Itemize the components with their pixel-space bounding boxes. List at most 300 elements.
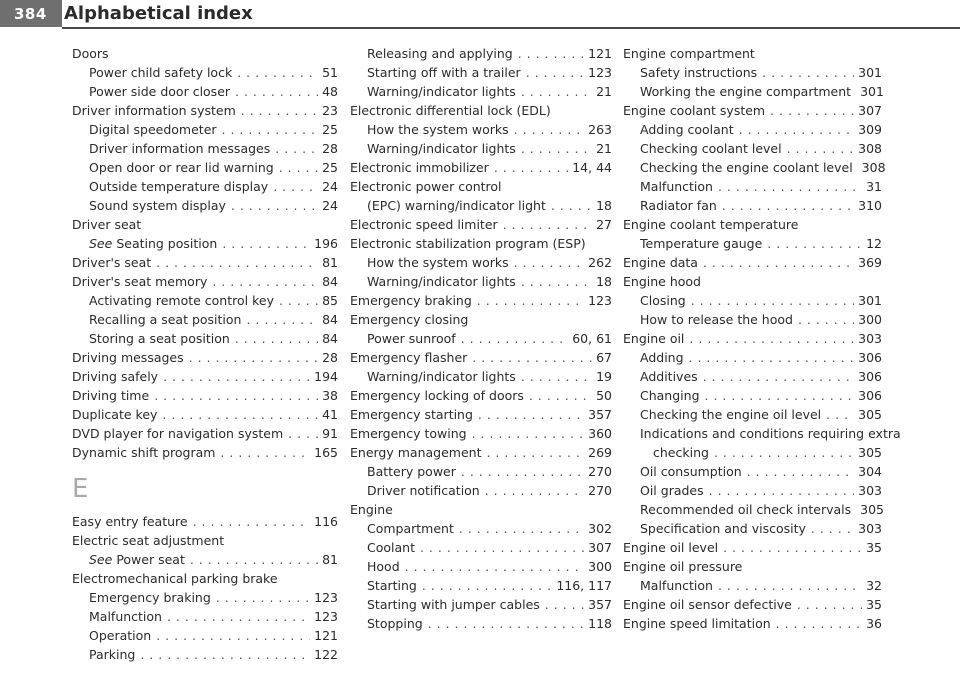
dot-leader — [705, 386, 855, 405]
entry-text: Checking the engine coolant level — [640, 160, 853, 175]
index-subentry — [72, 310, 338, 329]
entry-label — [89, 120, 217, 139]
page-reference: 84 — [322, 274, 338, 289]
dot-leader — [514, 120, 584, 139]
dot-leader — [246, 310, 318, 329]
entry-label — [350, 443, 481, 462]
entry-text: (EPC) warning/indicator light — [367, 198, 546, 213]
entry-text: Engine — [350, 502, 393, 517]
entry-text: Malfunction — [89, 609, 162, 624]
entry-label — [350, 348, 467, 367]
page-reference: 302 — [588, 521, 612, 536]
page-reference: 28 — [322, 141, 338, 156]
index-entry — [623, 44, 882, 63]
page-reference: 21 — [596, 84, 612, 99]
dot-leader — [767, 234, 862, 253]
entry-text: Power child safety lock — [89, 65, 233, 80]
dot-leader — [723, 538, 862, 557]
page-reference: 304 — [858, 464, 882, 479]
entry-text: Recalling a seat position — [89, 312, 242, 327]
see-reference: See — [89, 552, 113, 567]
page-reference: 12 — [866, 236, 882, 251]
index-entry — [350, 234, 612, 253]
page-reference: 85 — [322, 293, 338, 308]
dot-leader — [154, 386, 318, 405]
index-subentry — [623, 158, 886, 177]
index-entry — [72, 424, 338, 443]
page-reference: 21 — [596, 141, 612, 156]
index-subentry — [350, 82, 612, 101]
entry-label — [89, 588, 211, 607]
page-reference: 35 — [866, 540, 882, 555]
entry-label — [350, 500, 393, 519]
entry-text: Emergency towing — [350, 426, 467, 441]
page-reference: 27 — [596, 217, 612, 232]
index-subentry — [623, 291, 882, 310]
index-subentry — [623, 139, 882, 158]
entry-text: Safety instructions — [640, 65, 758, 80]
index-subentry — [72, 588, 338, 607]
entry-label — [623, 329, 684, 348]
entry-text: Temperature gauge — [640, 236, 763, 251]
entry-label — [367, 63, 521, 82]
entry-text: Doors — [72, 46, 109, 61]
dot-leader — [193, 512, 311, 531]
entry-label — [72, 405, 157, 424]
page-reference: 123 — [314, 609, 338, 624]
index-subentry — [72, 82, 338, 101]
entry-text: Electric seat adjustment — [72, 533, 225, 548]
entry-text: Driving safely — [72, 369, 159, 384]
dot-leader — [231, 196, 318, 215]
index-subentry — [350, 614, 612, 633]
entry-label — [623, 272, 701, 291]
dot-leader — [405, 557, 585, 576]
entry-label — [640, 291, 686, 310]
dot-leader — [691, 291, 854, 310]
index-subentry — [350, 576, 612, 595]
dot-leader — [551, 196, 592, 215]
page-reference: 301 — [858, 293, 882, 308]
entry-text: Indications and conditions requiring extra — [640, 426, 901, 441]
page-reference: 36 — [866, 616, 882, 631]
entry-text: Electronic immobilizer — [350, 160, 489, 175]
dot-leader — [459, 519, 584, 538]
dot-leader — [718, 177, 862, 196]
dot-leader — [826, 405, 854, 424]
page-reference: 303 — [858, 331, 882, 346]
dot-leader — [485, 481, 584, 500]
page-reference: 81 — [322, 552, 338, 567]
entry-label — [350, 215, 498, 234]
entry-label — [623, 101, 765, 120]
header-rule — [62, 27, 960, 29]
entry-text: Starting off with a trailer — [367, 65, 521, 80]
page-reference: 123 — [588, 65, 612, 80]
entry-text: Electronic power control — [350, 179, 502, 194]
index-entry — [350, 177, 612, 196]
entry-text: Driver's seat memory — [72, 274, 208, 289]
index-subentry — [623, 310, 882, 329]
entry-text: Engine data — [623, 255, 698, 270]
page-reference: 270 — [588, 464, 612, 479]
dot-leader — [163, 367, 310, 386]
entry-text: Emergency locking of doors — [350, 388, 524, 403]
entry-text: Engine oil — [623, 331, 685, 346]
page-reference: 50 — [596, 388, 612, 403]
dot-leader — [273, 177, 318, 196]
dot-leader — [279, 291, 318, 310]
section-letter: E — [72, 474, 89, 504]
index-entry — [350, 291, 612, 310]
entry-label — [367, 329, 456, 348]
page-reference: 51 — [322, 65, 338, 80]
entry-text: Changing — [640, 388, 700, 403]
page-reference: 118 — [588, 616, 612, 631]
page-title: Alphabetical index — [64, 3, 253, 24]
entry-text: Releasing and applying — [367, 46, 513, 61]
entry-text: checking — [653, 445, 709, 460]
dot-leader — [770, 101, 854, 120]
entry-label — [367, 519, 454, 538]
dot-leader — [718, 576, 862, 595]
index-entry — [623, 595, 882, 614]
page-reference: 369 — [858, 255, 882, 270]
index-subentry — [72, 120, 338, 139]
entry-label — [350, 386, 524, 405]
entry-label — [367, 272, 516, 291]
index-entry — [623, 272, 882, 291]
entry-text: Emergency braking — [350, 293, 472, 308]
entry-label — [350, 177, 502, 196]
index-entry — [72, 367, 338, 386]
entry-label — [367, 253, 509, 272]
entry-label — [640, 405, 821, 424]
index-subentry — [623, 196, 882, 215]
dot-leader — [762, 63, 854, 82]
dot-leader — [156, 626, 310, 645]
entry-text: Dynamic shift program — [72, 445, 216, 460]
entry-label — [640, 500, 851, 519]
entry-text: How to release the hood — [640, 312, 793, 327]
see-reference: See — [89, 236, 113, 251]
index-entry — [350, 310, 612, 329]
entry-label — [89, 607, 162, 626]
entry-label — [350, 405, 473, 424]
index-subentry — [72, 139, 338, 158]
index-entry — [623, 614, 882, 633]
entry-text: Oil consumption — [640, 464, 742, 479]
index-subentry — [623, 443, 882, 462]
index-entry — [72, 443, 338, 462]
page-number: 384 — [14, 5, 47, 23]
page-reference: 165 — [314, 445, 338, 460]
entry-text: Closing — [640, 293, 686, 308]
entry-text: Engine oil pressure — [623, 559, 743, 574]
index-subentry — [623, 348, 882, 367]
dot-leader — [526, 63, 584, 82]
dot-leader — [514, 253, 584, 272]
dot-leader — [798, 310, 854, 329]
entry-label — [89, 234, 217, 253]
index-subentry — [350, 519, 612, 538]
page-reference: 269 — [588, 445, 612, 460]
index-subentry — [623, 177, 882, 196]
index-subentry — [350, 253, 612, 272]
index-subentry — [350, 63, 612, 82]
entry-label — [640, 158, 853, 177]
entry-text: Sound system display — [89, 198, 226, 213]
index-subentry — [350, 44, 612, 63]
entry-text: Driver information system — [72, 103, 236, 118]
entry-label — [640, 310, 793, 329]
dot-leader — [521, 82, 592, 101]
entry-text: Electromechanical parking brake — [72, 571, 278, 586]
entry-label — [89, 196, 226, 215]
page-reference: 123 — [588, 293, 612, 308]
index-subentry — [623, 519, 882, 538]
dot-leader — [235, 82, 318, 101]
entry-text: Power side door closer — [89, 84, 231, 99]
page-header — [0, 0, 960, 30]
entry-label — [89, 310, 241, 329]
index-column-2 — [350, 44, 612, 633]
entry-label — [350, 158, 489, 177]
dot-leader — [714, 443, 854, 462]
dot-leader — [422, 576, 552, 595]
page-reference: 14, 44 — [572, 160, 612, 175]
entry-text: Starting — [367, 578, 417, 593]
index-subentry — [623, 120, 882, 139]
index-entry — [72, 531, 338, 550]
index-entry — [72, 386, 338, 405]
entry-text: Operation — [89, 628, 152, 643]
entry-text: Easy entry feature — [72, 514, 188, 529]
entry-label — [640, 519, 806, 538]
entry-label — [623, 44, 755, 63]
entry-label — [367, 538, 415, 557]
page-reference: 300 — [588, 559, 612, 574]
page-reference: 19 — [596, 369, 612, 384]
entry-label — [640, 348, 684, 367]
dot-leader — [162, 405, 318, 424]
index-subentry — [623, 367, 882, 386]
index-subentry — [350, 272, 612, 291]
entry-label — [640, 462, 742, 481]
index-subentry — [72, 645, 338, 664]
entry-label — [89, 291, 274, 310]
index-subentry — [623, 386, 882, 405]
index-subentry — [623, 234, 882, 253]
page-reference: 194 — [314, 369, 338, 384]
page-reference: 196 — [314, 236, 338, 251]
page-reference: 38 — [322, 388, 338, 403]
page-reference: 67 — [596, 350, 612, 365]
entry-text: Stopping — [367, 616, 423, 631]
entry-label — [367, 139, 516, 158]
entry-text: Oil grades — [640, 483, 704, 498]
entry-text: Emergency braking — [89, 590, 211, 605]
entry-text: Energy management — [350, 445, 482, 460]
entry-text: Electronic speed limiter — [350, 217, 498, 232]
entry-text: Open door or rear lid warning — [89, 160, 274, 175]
page-reference: 357 — [588, 597, 612, 612]
index-subentry — [623, 63, 882, 82]
dot-leader — [703, 253, 854, 272]
entry-text: Driver notification — [367, 483, 480, 498]
entry-label — [640, 481, 704, 500]
entry-text: Starting with jumper cables — [367, 597, 540, 612]
index-subentry — [350, 367, 612, 386]
entry-text: Driver seat — [72, 217, 142, 232]
entry-label — [640, 386, 700, 405]
page-reference: 116 — [314, 514, 338, 529]
entry-text: How the system works — [367, 255, 509, 270]
entry-label — [89, 626, 151, 645]
entry-label — [89, 177, 268, 196]
page-reference: 123 — [314, 590, 338, 605]
index-entry — [72, 272, 338, 291]
entry-text: Working the engine compartment — [640, 84, 852, 99]
entry-text: How the system works — [367, 122, 509, 137]
index-subentry — [350, 139, 612, 158]
page-reference: 31 — [866, 179, 882, 194]
index-subentry — [72, 550, 338, 569]
dot-leader — [529, 386, 592, 405]
index-entry — [623, 253, 882, 272]
index-entry — [350, 443, 612, 462]
index-column-1 — [72, 44, 338, 664]
entry-label — [640, 234, 762, 253]
entry-label — [623, 253, 698, 272]
entry-text: Power sunroof — [367, 331, 456, 346]
entry-text: Driver's seat — [72, 255, 152, 270]
dot-leader — [461, 462, 584, 481]
entry-label — [350, 234, 586, 253]
entry-text: Recommended oil check intervals — [640, 502, 852, 517]
entry-text: Emergency starting — [350, 407, 473, 422]
dot-leader — [477, 291, 584, 310]
index-entry — [350, 348, 612, 367]
page-reference: 301 — [860, 84, 884, 99]
entry-text: Emergency flasher — [350, 350, 468, 365]
entry-text: Battery power — [367, 464, 456, 479]
page-reference: 84 — [322, 331, 338, 346]
page-reference: 24 — [322, 198, 338, 213]
entry-label — [72, 443, 215, 462]
page-reference: 262 — [588, 255, 612, 270]
index-subentry — [623, 481, 882, 500]
entry-label — [72, 348, 184, 367]
entry-label — [350, 310, 468, 329]
index-subentry — [350, 329, 612, 348]
entry-label — [72, 367, 158, 386]
entry-label — [623, 614, 771, 633]
entry-label — [640, 424, 901, 443]
page-reference: 309 — [858, 122, 882, 137]
entry-text: Outside temperature display — [89, 179, 269, 194]
index-entry — [623, 557, 882, 576]
index-subentry — [72, 63, 338, 82]
page-reference: 48 — [322, 84, 338, 99]
entry-text: Checking coolant level — [640, 141, 782, 156]
entry-label — [89, 139, 270, 158]
index-subentry — [72, 158, 338, 177]
index-entry — [350, 215, 612, 234]
dot-leader — [167, 607, 310, 626]
entry-label — [72, 253, 151, 272]
index-entry — [623, 329, 882, 348]
page-reference: 305 — [858, 407, 882, 422]
dot-leader — [521, 367, 592, 386]
page-reference: 308 — [858, 141, 882, 156]
entry-label — [640, 82, 851, 101]
index-subentry — [350, 557, 612, 576]
index-entry — [623, 215, 882, 234]
index-subentry — [350, 595, 612, 614]
entry-label — [640, 576, 713, 595]
entry-text: Engine oil level — [623, 540, 719, 555]
index-entry — [623, 538, 882, 557]
entry-label — [89, 63, 232, 82]
index-subentry — [350, 481, 612, 500]
entry-text: Engine coolant system — [623, 103, 766, 118]
entry-text: Malfunction — [640, 578, 713, 593]
dot-leader — [222, 120, 319, 139]
index-entry — [350, 386, 612, 405]
index-entry — [72, 253, 338, 272]
entry-text: Adding coolant — [640, 122, 734, 137]
dot-leader — [709, 481, 855, 500]
entry-label — [367, 367, 516, 386]
entry-label — [640, 139, 782, 158]
dot-leader — [545, 595, 584, 614]
entry-text: Driver information messages — [89, 141, 271, 156]
index-subentry — [72, 196, 338, 215]
dot-leader — [722, 196, 854, 215]
page-reference: 303 — [858, 483, 882, 498]
entry-text: Engine oil sensor defective — [623, 597, 792, 612]
index-entry — [72, 215, 338, 234]
dot-leader — [739, 120, 855, 139]
page-reference: 23 — [322, 103, 338, 118]
dot-leader — [797, 595, 862, 614]
entry-text: Coolant — [367, 540, 415, 555]
index-entry — [623, 101, 882, 120]
index-subentry — [72, 234, 338, 253]
dot-leader — [140, 645, 310, 664]
page-reference: 91 — [322, 426, 338, 441]
entry-text: Radiator fan — [640, 198, 717, 213]
entry-label — [72, 531, 224, 550]
page-reference: 270 — [588, 483, 612, 498]
page-reference: 306 — [858, 350, 882, 365]
page-reference: 360 — [588, 426, 612, 441]
entry-label — [89, 645, 135, 664]
index-column-3 — [623, 44, 901, 633]
index-subentry — [72, 626, 338, 645]
dot-leader — [222, 234, 310, 253]
entry-label — [367, 614, 423, 633]
entry-label — [89, 329, 230, 348]
index-subentry — [623, 405, 882, 424]
dot-leader — [420, 538, 584, 557]
page-reference: 307 — [588, 540, 612, 555]
index-subentry — [623, 500, 882, 519]
page-reference: 307 — [858, 103, 882, 118]
entry-label — [72, 512, 188, 531]
page-reference: 84 — [322, 312, 338, 327]
